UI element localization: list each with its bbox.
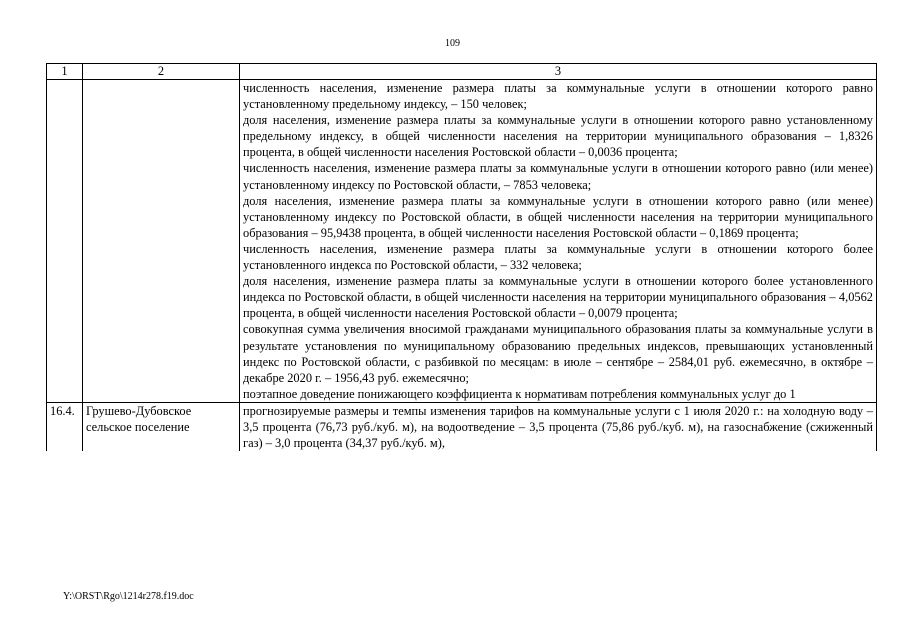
row-content-cell xyxy=(240,402,877,451)
row-number-cell: 16.4. xyxy=(47,402,83,451)
row-number-cell xyxy=(47,80,83,403)
paragraph: поэтапное доведение понижающего коэффициента к нормативам потребления коммунальных услуг до 1 xyxy=(243,386,796,401)
paragraph: доля населения, изменение размера платы за коммунальные услуги в отношении которого равно установленному предельному индексу, в общей численности населения на территории муниципального образования – 1,8326 процента, в общей численности населения Ростовской области – 0,0036 процента; xyxy=(243,113,873,160)
row-content-cell xyxy=(240,80,877,403)
footer-file-path: Y:\ORST\Rgo\1214r278.f19.doc xyxy=(63,591,194,602)
paragraph: прогнозируемые размеры и темпы изменения тарифов на коммунальные услуги с 1 июля 2020 г.: на холодную воду – 3,5 процента (76,73 руб./куб. м), на водоотведение – 3,5 процента (75,86 руб./куб. м), на газоснабжение (сжиженный газ) – 3,0 процента (34,37 руб./куб. м), xyxy=(243,403,873,451)
row-name-cell xyxy=(83,80,240,403)
paragraph: численность населения, изменение размера платы за коммунальные услуги в отношении которого равно установленному предельному индексу, – 150 человек; xyxy=(243,81,873,112)
header-col-1: 1 xyxy=(47,64,83,80)
page-number: 109 xyxy=(445,38,460,49)
header-col-3: 3 xyxy=(240,64,877,80)
header-col-2: 2 xyxy=(83,64,240,80)
paragraph: совокупная сумма увеличения вносимой гражданами муниципального образования платы за коммунальные услуги в результате установления по муниципальному образованию предельных индексов, превышающих установленный индекс по Ростовской области, с разбивкой по месяцам: в июле – сентябре – 2584,01 руб. ежемесячно, в октябре – декабре 2020 г. – 1956,43 руб. ежемесячно; xyxy=(243,322,873,385)
table-row-continuation xyxy=(47,80,877,403)
row-name-cell: Грушево-Дубовское сельское поселение xyxy=(83,402,240,451)
paragraph: доля населения, изменение размера платы за коммунальные услуги в отношении которого более установленного индекса по Ростовской области, в общей численности населения на территории муниципального образования – 4,0562 процента, в общей численности населения Ростовской области – 0,0079 процента; xyxy=(243,274,873,321)
paragraph: численность населения, изменение размера платы за коммунальные услуги в отношении которого более установленного индекса по Ростовской области, – 332 человека; xyxy=(243,241,873,273)
table-header-row xyxy=(47,64,877,80)
paragraph: доля населения, изменение размера платы за коммунальные услуги в отношении которого равно (или менее) установленному индексу по Ростовской области, в общей численности населения на территории муниципального образования – 95,9438 процента, в общей численности населения Ростовской области – 0,1869 процента; xyxy=(243,193,873,240)
table-row-16-4 xyxy=(47,402,877,451)
paragraph: численность населения, изменение размера платы за коммунальные услуги в отношении которого равно (или менее) установленному индексу по Ростовской области, – 7853 человека; xyxy=(243,161,873,192)
document-table xyxy=(46,63,877,451)
